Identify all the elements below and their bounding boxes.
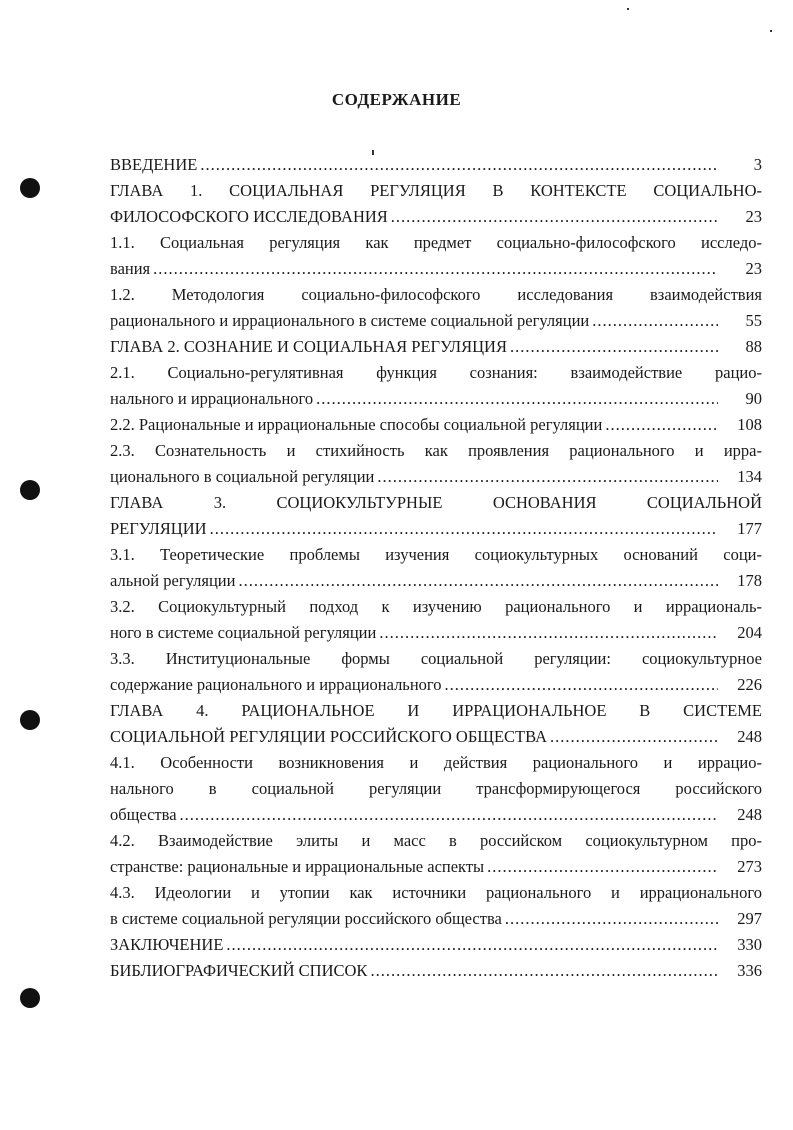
toc-entry <box>110 334 762 360</box>
toc-page-number: 336 <box>737 961 762 980</box>
dot-leader <box>605 412 718 438</box>
dot-leader <box>592 308 718 334</box>
toc-entry-line: 1.1. Социальная регуляция как предмет социально-философского исследо- <box>110 233 762 252</box>
toc-entry-line: 3.2. Социокультурный подход к изучению рационального и иррациональ- <box>110 597 762 616</box>
toc-entry-text: рационального и иррационального в системе социальной регуляции <box>110 311 590 330</box>
toc-entry <box>110 360 762 412</box>
binder-hole-2 <box>20 480 40 500</box>
toc-entry-line: 4.2. Взаимодействие элиты и масс в российском социокультурном про- <box>110 831 762 850</box>
toc-page-number: 23 <box>745 207 762 226</box>
toc-entry-line: 3.3. Институциональные формы социальной регуляции: социокультурное <box>110 649 762 668</box>
toc-page-number: 248 <box>737 727 762 746</box>
toc-entry-line: ГЛАВА 4. РАЦИОНАЛЬНОЕ И ИРРАЦИОНАЛЬНОЕ В СИСТЕМЕ <box>110 701 762 720</box>
toc-entry-line: ГЛАВА 3. СОЦИОКУЛЬТУРНЫЕ ОСНОВАНИЯ СОЦИАЛЬНОЙ <box>110 493 762 512</box>
dot-leader <box>153 256 718 282</box>
toc-entry-text: ВВЕДЕНИЕ <box>110 155 198 174</box>
toc-entry-last-line <box>110 906 762 932</box>
toc-entry-last-line <box>110 854 762 880</box>
toc-entry-line: ГЛАВА 1. СОЦИАЛЬНАЯ РЕГУЛЯЦИЯ В КОНТЕКСТЕ СОЦИАЛЬНО- <box>110 181 762 200</box>
binder-hole-3 <box>20 710 40 730</box>
dot-leader <box>238 568 718 594</box>
toc-entry-text: ФИЛОСОФСКОГО ИССЛЕДОВАНИЯ <box>110 207 388 226</box>
toc-entry-last-line <box>110 308 762 334</box>
toc-page-number: 297 <box>737 909 762 928</box>
toc-entry-text: вания <box>110 259 151 278</box>
toc-entry <box>110 646 762 698</box>
toc-entry-line: 4.1. Особенности возникновения и действия рационального и иррацио- <box>110 753 762 772</box>
scan-speck <box>770 30 772 32</box>
toc-entry-last-line <box>110 802 762 828</box>
toc-entry <box>110 412 762 438</box>
toc-entry-line: 4.3. Идеологии и утопии как источники рационального и иррационального <box>110 883 762 902</box>
toc-entry <box>110 958 762 984</box>
scan-speck <box>372 150 374 155</box>
toc-entry-text: общества <box>110 805 177 824</box>
dot-leader <box>391 204 718 230</box>
page-title: СОДЕРЖАНИЕ <box>331 90 462 109</box>
toc-entry-text: ЗАКЛЮЧЕНИЕ <box>110 935 224 954</box>
toc-entry-text: содержание рационального и иррационального <box>110 675 442 694</box>
toc-entry-text: РЕГУЛЯЦИИ <box>110 519 207 538</box>
dot-leader <box>370 958 718 984</box>
toc-entry <box>110 490 762 542</box>
toc-entry-text: альной регуляции <box>110 571 236 590</box>
toc-page-number: 134 <box>737 467 762 486</box>
toc-page-number: 177 <box>737 519 762 538</box>
toc-entry <box>110 880 762 932</box>
toc-page-number: 330 <box>737 935 762 954</box>
toc-page-number: 88 <box>745 337 762 356</box>
toc-entry-line: 2.3. Сознательность и стихийность как проявления рационального и ирра- <box>110 441 762 460</box>
toc-page-number: 178 <box>737 571 762 590</box>
toc-entry-last-line <box>110 724 762 750</box>
toc-entry-text: 2.2. Рациональные и иррациональные способы социальной регуляции <box>110 415 603 434</box>
toc-entry-text: БИБЛИОГРАФИЧЕСКИЙ СПИСОК <box>110 961 368 980</box>
toc-entry <box>110 750 762 828</box>
dot-leader <box>210 516 718 542</box>
toc-entry-text: нального и иррационального <box>110 389 314 408</box>
toc-entry <box>110 594 762 646</box>
toc-entry <box>110 230 762 282</box>
dot-leader <box>487 854 718 880</box>
toc-entry-text: ного в системе социальной регуляции <box>110 623 377 642</box>
toc-entry-last-line <box>110 464 762 490</box>
toc-page-number: 90 <box>745 389 762 408</box>
dot-leader <box>226 932 718 958</box>
toc-entry <box>110 828 762 880</box>
toc-entry-last-line <box>110 568 762 594</box>
toc-entry-last-line <box>110 334 762 360</box>
toc-entry <box>110 932 762 958</box>
toc-entry <box>110 178 762 230</box>
binder-hole-4 <box>20 988 40 1008</box>
toc-page-number: 273 <box>737 857 762 876</box>
toc-entry-last-line <box>110 412 762 438</box>
dot-leader <box>180 802 718 828</box>
toc-entry-text: в системе социальной регуляции российского общества <box>110 909 502 928</box>
toc-page-number: 226 <box>737 675 762 694</box>
table-of-contents <box>110 152 762 984</box>
toc-entry <box>110 542 762 594</box>
toc-entry-text: странстве: рациональные и иррациональные аспекты <box>110 857 485 876</box>
scan-speck <box>627 8 629 10</box>
toc-entry-text: ционального в социальной регуляции <box>110 467 375 486</box>
dot-leader <box>200 152 718 178</box>
toc-entry-last-line <box>110 620 762 646</box>
dot-leader <box>510 334 718 360</box>
toc-entry-last-line <box>110 256 762 282</box>
toc-entry-last-line <box>110 672 762 698</box>
toc-entry <box>110 698 762 750</box>
binder-hole-1 <box>20 178 40 198</box>
toc-entry-text: СОЦИАЛЬНОЙ РЕГУЛЯЦИИ РОССИЙСКОГО ОБЩЕСТВА <box>110 727 547 746</box>
dot-leader <box>316 386 718 412</box>
toc-entry <box>110 438 762 490</box>
toc-entry-last-line <box>110 958 762 984</box>
toc-entry-text: ГЛАВА 2. СОЗНАНИЕ И СОЦИАЛЬНАЯ РЕГУЛЯЦИЯ <box>110 337 507 356</box>
toc-entry-last-line <box>110 516 762 542</box>
toc-page-number: 55 <box>745 311 762 330</box>
toc-entry-line: 2.1. Социально-регулятивная функция сознания: взаимодействие рацио- <box>110 363 762 382</box>
dot-leader <box>377 464 718 490</box>
toc-entry-line: 3.1. Теоретические проблемы изучения социокультурных оснований соци- <box>110 545 762 564</box>
toc-entry-last-line <box>110 152 762 178</box>
dot-leader <box>445 672 718 698</box>
toc-entry <box>110 152 762 178</box>
toc-page-number: 108 <box>737 415 762 434</box>
toc-entry-line: 1.2. Методология социально-философского исследования взаимодействия <box>110 285 762 304</box>
toc-entry-last-line <box>110 204 762 230</box>
toc-entry <box>110 282 762 334</box>
toc-page-number: 204 <box>737 623 762 642</box>
toc-page-number: 248 <box>737 805 762 824</box>
dot-leader <box>550 724 718 750</box>
toc-entry-line: нального в социальной регуляции трансформирующегося российского <box>110 779 762 798</box>
toc-entry-last-line <box>110 932 762 958</box>
toc-page-number: 23 <box>745 259 762 278</box>
toc-page-number: 3 <box>753 155 762 174</box>
dot-leader <box>379 620 718 646</box>
dot-leader <box>505 906 718 932</box>
toc-entry-last-line <box>110 386 762 412</box>
